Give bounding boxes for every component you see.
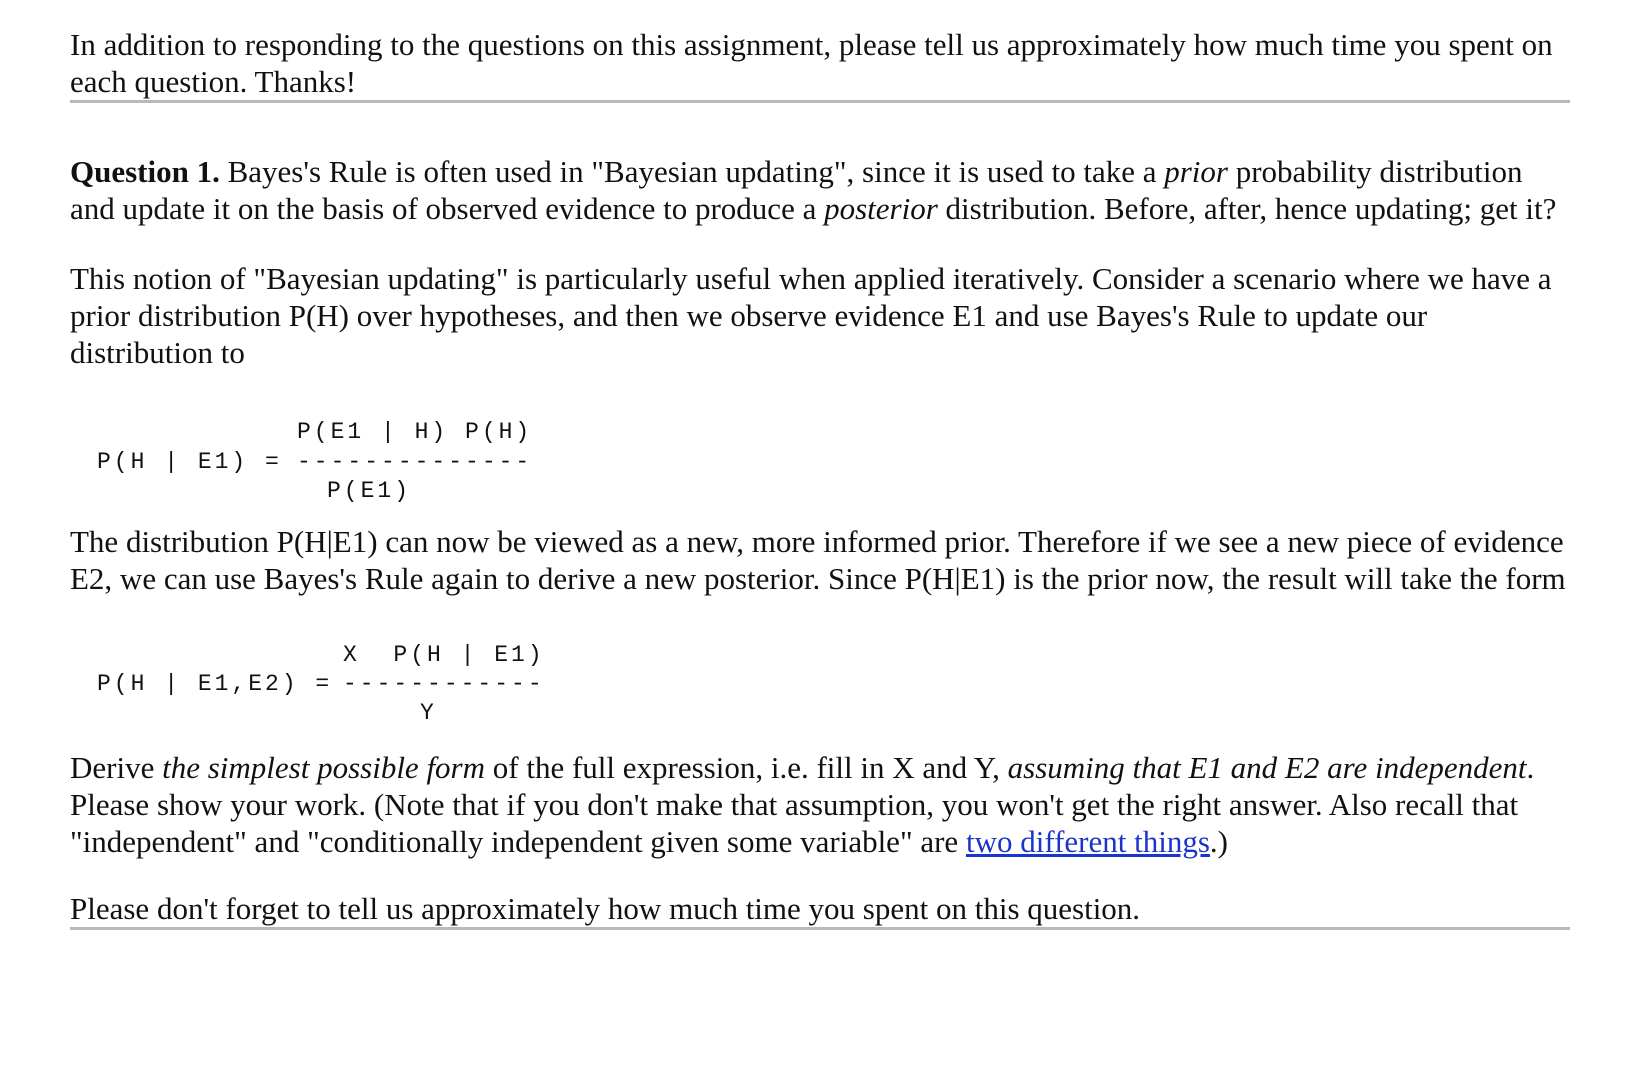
formula-2-denominator: Y bbox=[420, 700, 437, 726]
two-different-things-link[interactable]: two different things bbox=[965, 824, 1210, 859]
derive-text-c: . Please show your work. (Note that if you don't make that assumption, you won't get the right answer. Also recall that "independent" and "conditionally independent given some variable" are bbox=[70, 750, 1535, 859]
derive-text-d: .) bbox=[1209, 824, 1228, 859]
question-1-text-b: probability distribution and update it on the basis of observed evidence to produce a bbox=[70, 154, 1523, 226]
question-1-text-c: distribution. Before, after, hence updating; get it? bbox=[937, 191, 1557, 226]
formula-1-numerator: P(E1 | H) P(H) bbox=[297, 419, 533, 445]
informed-prior-paragraph: The distribution P(H|E1) can now be viewed as a new, more informed prior. Therefore if we see a new piece of evidence E2, we can use Bayes's Rule again to derive a new posterior. Since P(H|E1) is the prior now, the result will take the form bbox=[70, 524, 1566, 596]
bayes-rule-formula bbox=[70, 371, 1570, 523]
prior-emphasis: prior bbox=[1164, 154, 1228, 189]
updated-posterior-formula bbox=[70, 597, 1570, 749]
formula-2-lhs: P(H | E1,E2) = bbox=[97, 671, 333, 697]
derive-text-b: of the full expression, i.e. fill in X and Y, bbox=[485, 750, 1008, 785]
horizontal-rule bbox=[70, 100, 1570, 103]
derive-instructions-paragraph bbox=[70, 749, 1570, 860]
question-1-paragraph bbox=[70, 153, 1570, 227]
bayesian-updating-paragraph: This notion of "Bayesian updating" is particularly useful when applied iteratively. Consider a scenario where we have a prior distribution P(H) over hypotheses, and then we observe evidence E1 and use Bayes's Rule to update our distribution to bbox=[70, 261, 1552, 370]
posterior-emphasis: posterior bbox=[824, 191, 938, 226]
formula-2-fraction-bar: ------------ bbox=[343, 671, 545, 697]
horizontal-rule bbox=[70, 927, 1570, 930]
assignment-page bbox=[70, 18, 1570, 930]
question-1-heading: Question 1. bbox=[70, 154, 220, 189]
intro-paragraph: In addition to responding to the questions on this assignment, please tell us approximately how much time you spent on each question. Thanks! bbox=[70, 27, 1553, 99]
time-reminder-paragraph: Please don't forget to tell us approximately how much time you spent on this question. bbox=[70, 891, 1141, 926]
derive-text-a: Derive bbox=[70, 750, 163, 785]
question-1-text-a: Bayes's Rule is often used in "Bayesian updating", since it is used to take a bbox=[219, 154, 1165, 189]
independence-emphasis: assuming that E1 and E2 are independent bbox=[1007, 750, 1527, 785]
formula-1-lhs: P(H | E1) = bbox=[97, 449, 282, 475]
formula-1-denominator: P(E1) bbox=[327, 478, 412, 504]
simplest-form-emphasis: the simplest possible form bbox=[162, 750, 486, 785]
formula-1-fraction-bar: -------------- bbox=[297, 449, 533, 475]
formula-2-numerator: X P(H | E1) bbox=[343, 642, 545, 668]
